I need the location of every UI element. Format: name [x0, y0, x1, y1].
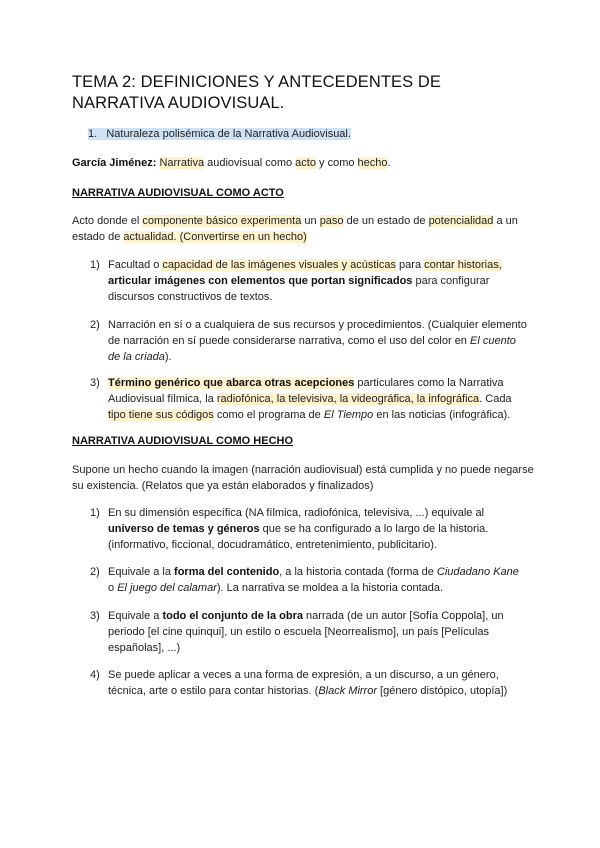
section-acto-intro — [72, 213, 534, 245]
highlight: contar historias, — [424, 259, 502, 271]
text-segment: en las noticias (infográfica). — [373, 409, 511, 421]
list-number: 2) — [90, 319, 100, 331]
text-segment: ). La narrativa se moldea a la historia contada. — [216, 582, 444, 594]
section-hecho-intro — [72, 462, 534, 494]
text-segment: particulares como la Narrativa Audiovisual fílmica, la — [108, 377, 504, 405]
text-segment: un — [301, 215, 320, 227]
italic-text: El juego del calamar — [117, 582, 217, 594]
garcia-paragraph — [72, 155, 532, 171]
highlight: hecho — [357, 157, 388, 169]
bold-text: universo de temas y géneros — [108, 523, 260, 535]
highlight: potencialidad — [428, 215, 494, 227]
text-segment: En su dimensión específica (NA fílmica, radiofónica, televisiva, ...) equivale al — [108, 507, 485, 519]
subtitle-line — [88, 126, 351, 142]
highlight: componente básico experimenta — [142, 215, 302, 227]
text-segment: Acto donde el — [72, 215, 143, 227]
text-segment: [género distópico, utopía]) — [377, 685, 508, 697]
list-number: 3) — [90, 377, 100, 389]
text-segment: Equivale a — [108, 610, 163, 622]
heading-text: NARRATIVA AUDIOVISUAL COMO ACTO — [72, 187, 284, 199]
bold-text: Término genérico que abarca otras acepciones — [108, 377, 355, 389]
text-segment: para configurar discursos constructivos de textos. — [108, 275, 490, 303]
list-item — [108, 667, 528, 699]
italic-text: El cuento de la criada — [108, 335, 516, 363]
highlight: actualidad. (Convertirse en un hecho) — [123, 231, 307, 243]
list-item — [108, 564, 528, 596]
bold-text: forma del contenido — [174, 566, 280, 578]
italic-text: Ciudadano Kane — [436, 566, 519, 578]
text-segment: . Cada — [479, 393, 512, 405]
list-number: 1) — [90, 259, 100, 271]
highlight: tipo tiene sus códigos — [108, 409, 214, 421]
text-segment: a un estado de — [72, 215, 518, 243]
list-item — [108, 505, 528, 553]
italic-text: Black Mirror — [318, 685, 377, 697]
list-item — [108, 257, 528, 305]
list-item — [108, 375, 528, 423]
text-segment: Facultad o — [108, 259, 163, 271]
text-segment: y como — [315, 157, 358, 169]
author-name: García Jiménez: — [72, 157, 157, 169]
section-hecho-heading — [72, 433, 293, 449]
highlight: radiofónica, la televisiva, la videográfica, la infográfica — [216, 393, 480, 405]
subtitle-text: Naturaleza polisémica de la Narrativa Audiovisual. — [106, 128, 351, 140]
list-number: 2) — [90, 566, 100, 578]
list-number: 1) — [90, 507, 100, 519]
text-segment: Supone un hecho cuando la imagen (narración audiovisual) está cumplida y no puede negarse su existencia. (Relatos que ya están elaborados y finalizados) — [72, 464, 534, 492]
text-segment: Narración en sí o a cualquiera de sus recursos y procedimientos. (Cualquier elemento de narración en sí puede considerarse narrativa, como el uso del color en — [108, 319, 527, 347]
text-segment: o — [108, 582, 118, 594]
text-segment: como el programa de — [213, 409, 324, 421]
list-item — [108, 608, 528, 656]
text-segment: ). — [164, 351, 172, 363]
text-segment: Equivale a la — [108, 566, 175, 578]
highlight: Narrativa — [159, 157, 205, 169]
text-segment: narrada (de un autor [Sofía Coppola], un periodo [el cine quinqui], un estilo o escuela [Neorrealismo], un país [Películas españolas], ...) — [108, 610, 504, 654]
italic-text: El Tiempo — [323, 409, 374, 421]
text-segment: audiovisual como — [204, 157, 296, 169]
list-number: 3) — [90, 610, 100, 622]
bold-text: todo el conjunto de la obra — [162, 610, 303, 622]
highlight: paso — [319, 215, 344, 227]
highlight: capacidad de las imágenes visuales y acústicas — [162, 259, 396, 271]
heading-text: NARRATIVA AUDIOVISUAL COMO HECHO — [72, 435, 294, 447]
text-segment: . — [387, 157, 391, 169]
list-item — [108, 317, 530, 365]
subtitle-number: 1. — [88, 128, 98, 140]
section-acto-heading — [72, 185, 284, 201]
highlight: acto — [295, 157, 316, 169]
text-segment: de un estado de — [343, 215, 429, 227]
page-title: TEMA 2: DEFINICIONES Y ANTECEDENTES DE NARRATIVA AUDIOVISUAL. — [72, 73, 442, 112]
bold-text: articular imágenes con elementos que portan significados — [108, 275, 413, 287]
text-segment: Se puede aplicar a veces a una forma de expresión, a un discurso, a un género, técnica, arte o estilo para contar historias. ( — [108, 669, 499, 697]
list-number: 4) — [90, 669, 100, 681]
text-segment: para — [396, 259, 425, 271]
text-segment: , a la historia contada (forma de — [279, 566, 437, 578]
text-segment: que se ha configurado a lo largo de la historia. (informativo, ficcional, docudramático, entretenimiento, publicitario). — [108, 523, 489, 551]
